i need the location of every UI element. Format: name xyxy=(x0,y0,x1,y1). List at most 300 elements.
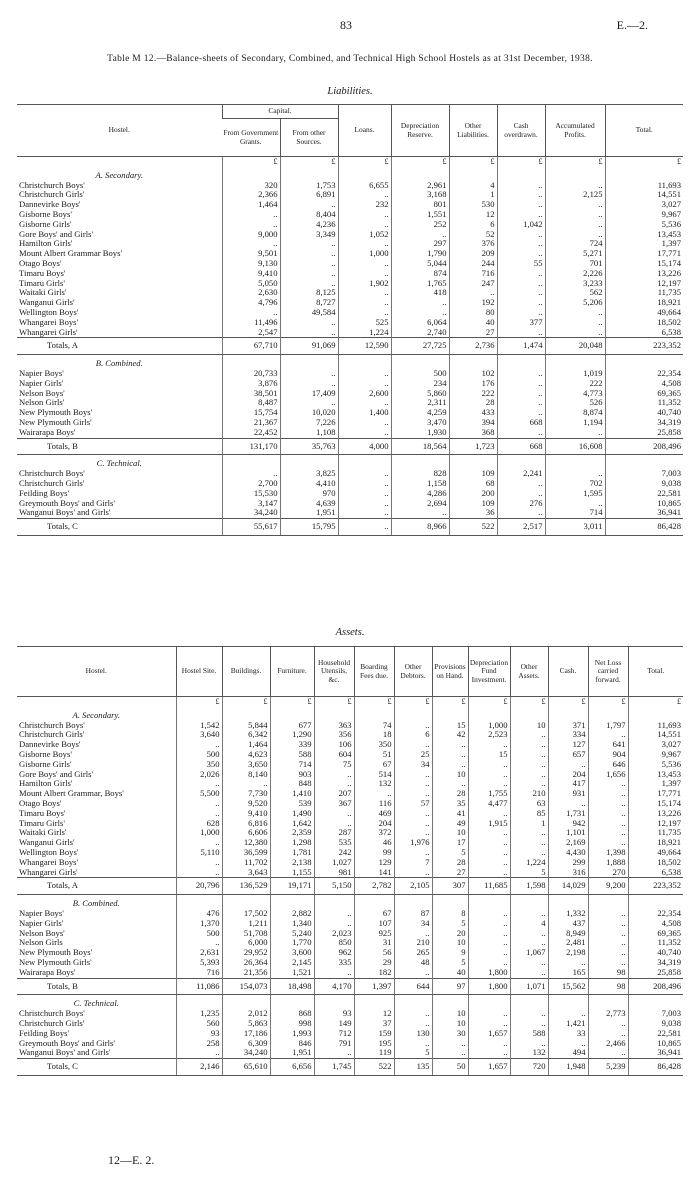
empty-cell xyxy=(497,455,545,469)
value-cell: 1,753 xyxy=(280,181,338,191)
totals-cell: 1,598 xyxy=(510,878,548,895)
value-cell: 1,781 xyxy=(270,848,314,858)
col-other-sources: From other Sources. xyxy=(280,119,338,157)
value-cell: 5,044 xyxy=(391,259,449,269)
empty-cell xyxy=(176,895,222,909)
value-cell: 10 xyxy=(432,1009,468,1019)
value-cell: 132 xyxy=(510,1048,548,1058)
totals-cell: 5,239 xyxy=(588,1059,628,1076)
value-cell: 1,042 xyxy=(497,220,545,230)
empty-cell xyxy=(588,895,628,909)
value-cell: .. xyxy=(497,398,545,408)
table-row xyxy=(17,868,683,878)
value-cell: .. xyxy=(280,249,338,259)
value-cell: 299 xyxy=(548,858,588,868)
value-cell: 500 xyxy=(176,929,222,939)
value-cell: 7,730 xyxy=(222,789,270,799)
value-cell: 4,773 xyxy=(545,389,605,399)
value-cell: .. xyxy=(338,369,391,379)
empty-cell xyxy=(314,995,354,1009)
value-cell: 55 xyxy=(497,259,545,269)
value-cell: .. xyxy=(338,489,391,499)
totals-cell: 223,352 xyxy=(605,338,683,355)
value-cell: 9,038 xyxy=(605,479,683,489)
totals-label: Totals, B xyxy=(17,978,176,995)
value-cell: 5 xyxy=(432,919,468,929)
value-cell: 18,502 xyxy=(605,318,683,328)
empty-cell xyxy=(176,707,222,721)
totals-cell: 98 xyxy=(588,978,628,995)
value-cell: 998 xyxy=(270,1019,314,1029)
empty-cell xyxy=(545,455,605,469)
hostel-name: Dannevirke Boys' xyxy=(19,200,81,210)
hostel-name: Nelson Girls xyxy=(19,938,63,948)
unit-row xyxy=(17,697,683,707)
value-cell: 141 xyxy=(354,868,394,878)
value-cell: 368 xyxy=(449,428,497,438)
value-cell: 34,240 xyxy=(222,508,280,518)
value-cell: .. xyxy=(176,938,222,948)
value-cell: 232 xyxy=(338,200,391,210)
value-cell: 25,858 xyxy=(628,968,683,978)
value-cell: .. xyxy=(497,279,545,289)
totals-cell: 12,590 xyxy=(338,338,391,355)
value-cell: 109 xyxy=(449,469,497,479)
value-cell: 1,731 xyxy=(548,809,588,819)
value-cell: 1,642 xyxy=(270,819,314,829)
value-cell: 200 xyxy=(449,489,497,499)
value-cell: 1,551 xyxy=(391,210,449,220)
value-cell: 28 xyxy=(449,398,497,408)
empty-cell xyxy=(391,167,449,181)
totals-cell: 223,352 xyxy=(628,878,683,895)
value-cell: 1,421 xyxy=(548,1019,588,1029)
totals-cell: 65,610 xyxy=(222,1059,270,1076)
hostel-name: New Plymouth Boys' xyxy=(19,948,93,958)
value-cell: 34,319 xyxy=(605,418,683,428)
table-row xyxy=(17,298,683,308)
totals-cell: 2,105 xyxy=(394,878,432,895)
value-cell: 210 xyxy=(394,938,432,948)
section-name: A. Secondary. xyxy=(95,169,143,180)
value-cell: .. xyxy=(280,398,338,408)
empty-cell xyxy=(468,707,510,721)
col-accumulated-profits: Accumulated Profits. xyxy=(545,105,605,157)
value-cell: 17,771 xyxy=(628,789,683,799)
value-cell: 4,796 xyxy=(222,298,280,308)
value-cell: .. xyxy=(468,938,510,948)
totals-cell: 14,029 xyxy=(548,878,588,895)
value-cell: .. xyxy=(394,819,432,829)
value-cell: 377 xyxy=(497,318,545,328)
value-cell: 3,168 xyxy=(391,190,449,200)
value-cell: 828 xyxy=(391,469,449,479)
hostel-name: Nelson Boys' xyxy=(19,928,65,938)
value-cell: 35 xyxy=(432,799,468,809)
value-cell: 107 xyxy=(354,919,394,929)
value-cell: .. xyxy=(280,279,338,289)
value-cell: .. xyxy=(497,288,545,298)
col-net-loss: Net Loss carried forward. xyxy=(588,647,628,697)
value-cell: 2,694 xyxy=(391,499,449,509)
value-cell: 11,735 xyxy=(605,288,683,298)
value-cell: .. xyxy=(497,328,545,338)
hostel-name: Otago Boys' xyxy=(19,798,62,808)
value-cell: 8,140 xyxy=(222,770,270,780)
value-cell: .. xyxy=(354,789,394,799)
empty-cell xyxy=(449,455,497,469)
value-cell: 18,502 xyxy=(628,858,683,868)
value-cell: 925 xyxy=(354,929,394,939)
table-row xyxy=(17,308,683,318)
section-name: B. Combined. xyxy=(72,898,120,909)
value-cell: .. xyxy=(468,779,510,789)
value-cell: 12 xyxy=(449,210,497,220)
value-cell: 11,352 xyxy=(628,938,683,948)
value-cell: .. xyxy=(176,858,222,868)
value-cell: 9,520 xyxy=(222,799,270,809)
value-cell: 244 xyxy=(449,259,497,269)
value-cell: .. xyxy=(432,1048,468,1058)
value-cell: 5,863 xyxy=(222,1019,270,1029)
section-heading xyxy=(17,167,683,181)
table-row xyxy=(17,318,683,328)
value-cell: 15,174 xyxy=(605,259,683,269)
value-cell: 21,356 xyxy=(222,968,270,978)
value-cell: 234 xyxy=(391,379,449,389)
unit-row xyxy=(17,157,683,167)
value-cell: 13,226 xyxy=(605,269,683,279)
value-cell: 657 xyxy=(548,750,588,760)
value-cell: 56 xyxy=(354,948,394,958)
value-cell: 3,470 xyxy=(391,418,449,428)
value-cell: .. xyxy=(338,298,391,308)
value-cell: .. xyxy=(510,1019,548,1029)
col-cash: Cash. xyxy=(548,647,588,697)
value-cell: 265 xyxy=(394,948,432,958)
value-cell: .. xyxy=(338,499,391,509)
value-cell: 1,595 xyxy=(545,489,605,499)
value-cell: 46 xyxy=(354,838,394,848)
value-cell: .. xyxy=(338,288,391,298)
value-cell: .. xyxy=(338,239,391,249)
totals-cell: 20,048 xyxy=(545,338,605,355)
table-row xyxy=(17,489,683,499)
totals-cell: 208,496 xyxy=(605,438,683,455)
hostel-name: Wellington Boys' xyxy=(19,307,79,317)
empty-cell xyxy=(280,167,338,181)
hostel-name: Wairarapa Boys' xyxy=(19,967,76,977)
hostel-name: Christchurch Girls' xyxy=(19,190,85,200)
value-cell: 1,397 xyxy=(628,779,683,789)
value-cell: .. xyxy=(468,838,510,848)
empty-cell xyxy=(432,707,468,721)
empty-cell xyxy=(270,895,314,909)
value-cell: .. xyxy=(394,779,432,789)
totals-cell: 2,146 xyxy=(176,1059,222,1076)
value-cell: .. xyxy=(280,269,338,279)
value-cell: 132 xyxy=(354,779,394,789)
value-cell: .. xyxy=(222,779,270,789)
value-cell: .. xyxy=(338,308,391,318)
value-cell: 4 xyxy=(510,919,548,929)
hostel-name: Mount Albert Grammar, Boys' xyxy=(19,789,124,799)
value-cell: 7,226 xyxy=(280,418,338,428)
value-cell: 604 xyxy=(314,750,354,760)
hostel-name: Waitaki Girls' xyxy=(19,288,67,298)
value-cell: 42 xyxy=(432,730,468,740)
hostel-name: Christchurch Girls' xyxy=(19,1018,85,1028)
empty-cell xyxy=(391,355,449,369)
value-cell: 1,101 xyxy=(548,828,588,838)
hostel-name: Greymouth Boys' and Girls' xyxy=(19,498,115,508)
value-cell: 3,825 xyxy=(280,469,338,479)
value-cell: 11,735 xyxy=(628,828,683,838)
totals-cell: 1,723 xyxy=(449,438,497,455)
totals-cell: 67,710 xyxy=(222,338,280,355)
value-cell: 2,466 xyxy=(588,1039,628,1049)
value-cell: 6 xyxy=(394,730,432,740)
empty-cell xyxy=(510,995,548,1009)
value-cell: 2,600 xyxy=(338,389,391,399)
value-cell: .. xyxy=(338,269,391,279)
value-cell: 2,523 xyxy=(468,730,510,740)
value-cell: .. xyxy=(468,909,510,919)
hostel-name: New Plymouth Boys' xyxy=(19,408,93,418)
value-cell: .. xyxy=(545,308,605,318)
value-cell: 17,409 xyxy=(280,389,338,399)
value-cell: 52 xyxy=(449,230,497,240)
assets-heading: Assets. xyxy=(335,627,365,638)
value-cell: .. xyxy=(391,298,449,308)
value-cell: .. xyxy=(176,809,222,819)
value-cell: 1,800 xyxy=(468,968,510,978)
value-cell: .. xyxy=(432,779,468,789)
totals-cell: 86,428 xyxy=(628,1059,683,1076)
value-cell: 335 xyxy=(314,958,354,968)
value-cell: 210 xyxy=(510,789,548,799)
value-cell: 1,000 xyxy=(176,828,222,838)
empty-cell xyxy=(605,355,683,369)
totals-cell: 55,617 xyxy=(222,519,280,536)
value-cell: .. xyxy=(468,868,510,878)
page-footer: 12—E. 2. xyxy=(108,1153,155,1167)
value-cell: 29,952 xyxy=(222,948,270,958)
value-cell: 1,797 xyxy=(588,721,628,731)
table-row xyxy=(17,230,683,240)
value-cell: .. xyxy=(394,868,432,878)
value-cell: 5,860 xyxy=(391,389,449,399)
value-cell: 5,206 xyxy=(545,298,605,308)
value-cell: 22,452 xyxy=(222,428,280,438)
value-cell: .. xyxy=(468,740,510,750)
value-cell: .. xyxy=(314,1048,354,1058)
value-cell: 6,891 xyxy=(280,190,338,200)
empty-cell xyxy=(628,895,683,909)
value-cell: 376 xyxy=(449,239,497,249)
value-cell: 17,502 xyxy=(222,909,270,919)
value-cell: 846 xyxy=(270,1039,314,1049)
value-cell: 34 xyxy=(394,919,432,929)
unit-cell: £ xyxy=(314,697,354,707)
value-cell: .. xyxy=(314,809,354,819)
value-cell: 15,530 xyxy=(222,489,280,499)
totals-cell: 3,011 xyxy=(545,519,605,536)
value-cell: .. xyxy=(497,389,545,399)
value-cell: 942 xyxy=(548,819,588,829)
value-cell: 27 xyxy=(432,868,468,878)
value-cell: 1,398 xyxy=(588,848,628,858)
value-cell: 350 xyxy=(176,760,222,770)
empty-cell xyxy=(222,995,270,1009)
value-cell: .. xyxy=(222,308,280,318)
value-cell: 74 xyxy=(354,721,394,731)
value-cell: .. xyxy=(176,740,222,750)
value-cell: 11,352 xyxy=(605,398,683,408)
totals-cell: 19,171 xyxy=(270,878,314,895)
value-cell: .. xyxy=(510,760,548,770)
value-cell: 116 xyxy=(354,799,394,809)
value-cell: 702 xyxy=(545,479,605,489)
value-cell: 5,050 xyxy=(222,279,280,289)
value-cell: .. xyxy=(468,760,510,770)
value-cell: 12,197 xyxy=(628,819,683,829)
value-cell: 628 xyxy=(176,819,222,829)
value-cell: .. xyxy=(497,308,545,318)
value-cell: 4,477 xyxy=(468,799,510,809)
table-title: Table M 12.—Balance-sheets of Secondary, Combined, and Technical High School Hostels as at 31st December, 1938. xyxy=(107,54,593,64)
value-cell: 22,354 xyxy=(628,909,683,919)
value-cell: .. xyxy=(497,190,545,200)
value-cell: .. xyxy=(432,740,468,750)
hostel-name: Christchurch Girls' xyxy=(19,478,85,488)
col-depreciation-reserve: Depreciation Reserve. xyxy=(391,105,449,157)
table-row xyxy=(17,210,683,220)
value-cell: 40,740 xyxy=(628,948,683,958)
value-cell: .. xyxy=(545,210,605,220)
value-cell: 1,370 xyxy=(176,919,222,929)
value-cell: 69,365 xyxy=(628,929,683,939)
value-cell: 13,453 xyxy=(628,770,683,780)
empty-cell xyxy=(314,895,354,909)
value-cell: 93 xyxy=(314,1009,354,1019)
value-cell: 130 xyxy=(394,1029,432,1039)
value-cell: 1,211 xyxy=(222,919,270,929)
totals-label: Totals, B xyxy=(17,438,222,455)
value-cell: 4,639 xyxy=(280,499,338,509)
unit-cell: £ xyxy=(468,697,510,707)
value-cell: 1,657 xyxy=(468,1029,510,1039)
value-cell: 1,888 xyxy=(588,858,628,868)
value-cell: 9,410 xyxy=(222,269,280,279)
totals-cell: 720 xyxy=(510,1059,548,1076)
value-cell: 252 xyxy=(391,220,449,230)
value-cell: 68 xyxy=(449,479,497,489)
value-cell: 1,052 xyxy=(338,230,391,240)
value-cell: .. xyxy=(510,750,548,760)
hostel-name: Timaru Boys' xyxy=(19,808,66,818)
unit-cell: £ xyxy=(280,157,338,167)
totals-row xyxy=(17,1059,683,1076)
value-cell: 677 xyxy=(270,721,314,731)
value-cell: .. xyxy=(394,848,432,858)
hostel-name: Wanganui Girls' xyxy=(19,838,75,848)
value-cell: 15,174 xyxy=(628,799,683,809)
value-cell: .. xyxy=(222,469,280,479)
totals-cell: 2,517 xyxy=(497,519,545,536)
value-cell: 3,650 xyxy=(222,760,270,770)
totals-cell: 307 xyxy=(432,878,468,895)
value-cell: 40 xyxy=(432,968,468,978)
value-cell: 5 xyxy=(510,868,548,878)
value-cell: 641 xyxy=(588,740,628,750)
table-row xyxy=(17,418,683,428)
value-cell: .. xyxy=(394,721,432,731)
value-cell: .. xyxy=(497,369,545,379)
value-cell: 5,500 xyxy=(176,789,222,799)
value-cell: 10 xyxy=(510,721,548,731)
value-cell: .. xyxy=(176,1048,222,1058)
value-cell: 258 xyxy=(176,1039,222,1049)
unit-cell: £ xyxy=(449,157,497,167)
value-cell: 2,198 xyxy=(548,948,588,958)
value-cell: 10 xyxy=(432,938,468,948)
value-cell: 931 xyxy=(548,789,588,799)
value-cell: .. xyxy=(545,318,605,328)
totals-cell: 4,000 xyxy=(338,438,391,455)
value-cell: 27 xyxy=(449,328,497,338)
value-cell: 1,224 xyxy=(510,858,548,868)
hostel-name: Whangarei Girls' xyxy=(19,327,78,337)
value-cell: 9 xyxy=(432,948,468,958)
empty-cell xyxy=(222,895,270,909)
value-cell: .. xyxy=(510,938,548,948)
totals-cell: 136,529 xyxy=(222,878,270,895)
empty-cell xyxy=(449,167,497,181)
value-cell: 1,290 xyxy=(270,730,314,740)
empty-cell xyxy=(354,995,394,1009)
value-cell: 320 xyxy=(222,181,280,191)
hostel-name: Nelson Boys' xyxy=(19,388,65,398)
value-cell: 5 xyxy=(432,958,468,968)
totals-cell: 20,796 xyxy=(176,878,222,895)
value-cell: 6,309 xyxy=(222,1039,270,1049)
totals-label: Totals, A xyxy=(17,338,222,355)
value-cell: 437 xyxy=(548,919,588,929)
col-other-liabilities: Other Liabilities. xyxy=(449,105,497,157)
table-row xyxy=(17,499,683,509)
value-cell: .. xyxy=(391,308,449,318)
value-cell: .. xyxy=(394,929,432,939)
value-cell: .. xyxy=(468,1009,510,1019)
value-cell: 2,145 xyxy=(270,958,314,968)
value-cell: 904 xyxy=(588,750,628,760)
value-cell: 5,240 xyxy=(270,929,314,939)
value-cell: .. xyxy=(338,379,391,389)
value-cell: .. xyxy=(497,489,545,499)
section-heading xyxy=(17,995,683,1009)
value-cell: 560 xyxy=(176,1019,222,1029)
value-cell: 22,581 xyxy=(605,489,683,499)
empty-cell xyxy=(510,895,548,909)
value-cell: .. xyxy=(588,929,628,939)
value-cell: 85 xyxy=(510,809,548,819)
table-row xyxy=(17,328,683,338)
hostel-name: Timaru Boys' xyxy=(19,268,66,278)
totals-cell: 8,966 xyxy=(391,519,449,536)
value-cell: 41 xyxy=(432,809,468,819)
value-cell: 6,000 xyxy=(222,938,270,948)
